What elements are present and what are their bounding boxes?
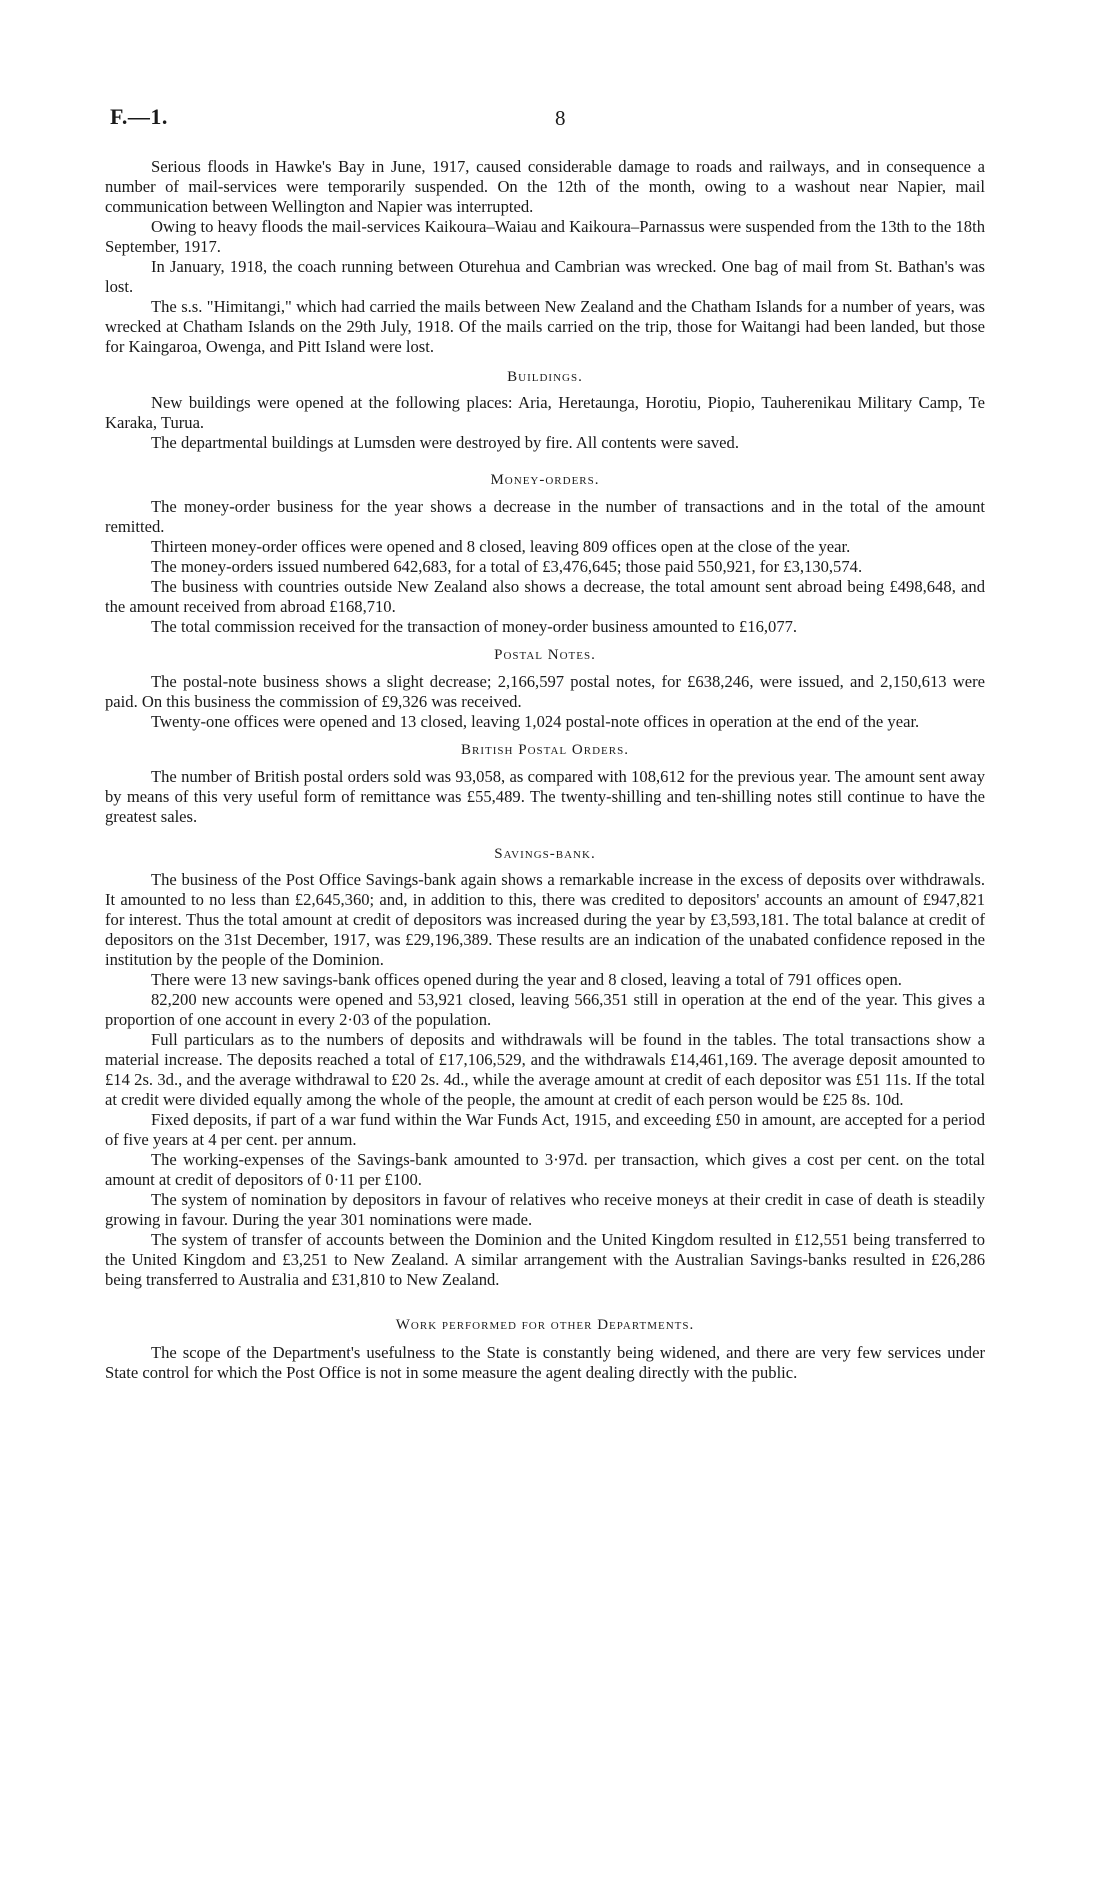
- section-buildings: [105, 367, 985, 453]
- section-mail-disruptions: [105, 157, 985, 357]
- paragraph: The scope of the Department's usefulness to the State is constantly being widened, and there are very few services under State control for which the Post Office is not in some measure the agent dealing directly with the public.: [105, 1343, 985, 1382]
- section-postal-notes: [105, 645, 985, 732]
- paragraph: Thirteen money-order offices were opened and 8 closed, leaving 809 offices open at the close of the year.: [151, 537, 851, 556]
- paragraph: The money-orders issued numbered 642,683, for a total of £3,476,645; those paid 550,921, for £3,130,574.: [151, 557, 863, 576]
- paragraph: The working-expenses of the Savings-bank amounted to 3·97d. per transaction, which gives a cost per cent. on the total amount at credit of depositors of 0·11 per £100.: [105, 1150, 985, 1189]
- document-body: [105, 157, 985, 1383]
- section-savings-bank: [105, 844, 985, 1290]
- paragraph: Twenty-one offices were opened and 13 closed, leaving 1,024 postal-note offices in operation at the end of the year.: [151, 712, 920, 731]
- paragraph: The system of transfer of accounts between the Dominion and the United Kingdom resulted in £12,551 being transferred to the United Kingdom and £3,251 to New Zealand. A similar arrangement with the Australian Savings-banks resulted in £26,286 being transferred to Australia and £31,810 to New Zealand.: [105, 1230, 985, 1289]
- paragraph: Serious floods in Hawke's Bay in June, 1917, caused considerable damage to roads and railways, and in consequence a number of mail-services were temporarily suspended. On the 12th of the month, owing to a washout near Napier, mail communication between Wellington and Napier was interrupted.: [105, 157, 985, 216]
- paragraph: The business with countries outside New Zealand also shows a decrease, the total amount sent abroad being £498,648, and the amount received from abroad £168,710.: [105, 577, 985, 616]
- section-heading: Savings-bank.: [494, 846, 596, 862]
- document-reference: F.—1.: [110, 104, 168, 129]
- section-british-postal-orders: [105, 740, 985, 827]
- paragraph: The departmental buildings at Lumsden were destroyed by fire. All contents were saved.: [151, 433, 739, 452]
- paragraph: The total commission received for the transaction of money-order business amounted to £16,077.: [151, 617, 798, 636]
- section-heading: Buildings.: [507, 369, 583, 385]
- paragraph: In January, 1918, the coach running between Oturehua and Cambrian was wrecked. One bag of mail from St. Bathan's was lost.: [105, 257, 985, 296]
- paragraph: Fixed deposits, if part of a war fund within the War Funds Act, 1915, and exceeding £50 in amount, are accepted for a period of five years at 4 per cent. per annum.: [105, 1110, 985, 1149]
- paragraph: The money-order business for the year shows a decrease in the number of transactions and in the total of the amount remitted.: [105, 497, 985, 536]
- section-work-other-departments: [105, 1315, 985, 1383]
- page-number: 8: [555, 106, 566, 130]
- paragraph: 82,200 new accounts were opened and 53,921 closed, leaving 566,351 still in operation at the end of the year. This gives a proportion of one account in every 2·03 of the population.: [105, 990, 985, 1029]
- paragraph: Full particulars as to the numbers of deposits and withdrawals will be found in the tables. The total transactions show a material increase. The deposits reached a total of £17,106,529, and the withdrawals £14,461,169. The average deposit amounted to £14 2s. 3d., and the average withdrawal to £20 2s. 4d., while the average amount at credit of each depositor was £51 11s. If the total at credit were divided equally among the whole of the people, the amount at credit of each person would be £25 8s. 10d.: [105, 1030, 985, 1109]
- section-heading: British Postal Orders.: [461, 742, 629, 758]
- section-heading: Postal Notes.: [494, 647, 596, 663]
- section-heading: Money-orders.: [490, 472, 600, 488]
- section-heading: Work performed for other Departments.: [395, 1317, 695, 1333]
- paragraph: Owing to heavy floods the mail-services Kaikoura–Waiau and Kaikoura–Parnassus were suspended from the 13th to the 18th September, 1917.: [105, 217, 985, 256]
- page-header: [110, 104, 990, 134]
- paragraph: The postal-note business shows a slight decrease; 2,166,597 postal notes, for £638,246, were issued, and 2,150,613 were paid. On this business the commission of £9,326 was received.: [105, 672, 985, 711]
- paragraph: There were 13 new savings-bank offices opened during the year and 8 closed, leaving a total of 791 offices open.: [151, 970, 902, 989]
- paragraph: The number of British postal orders sold was 93,058, as compared with 108,612 for the previous year. The amount sent away by means of this very useful form of remittance was £55,489. The twenty-shilling and ten-shilling notes still continue to have the greatest sales.: [105, 767, 985, 826]
- paragraph: The system of nomination by depositors in favour of relatives who receive moneys at their credit in case of death is steadily growing in favour. During the year 301 nominations were made.: [105, 1190, 985, 1229]
- paragraph: The s.s. "Himitangi," which had carried the mails between New Zealand and the Chatham Islands for a number of years, was wrecked at Chatham Islands on the 29th July, 1918. Of the mails carried on the trip, those for Waitangi had been landed, but those for Kaingaroa, Owenga, and Pitt Island were lost.: [105, 297, 985, 356]
- paragraph: New buildings were opened at the following places: Aria, Heretaunga, Horotiu, Piopio, Tauherenikau Military Camp, Te Karaka, Turua.: [105, 393, 985, 432]
- paragraph: The business of the Post Office Savings-bank again shows a remarkable increase in the excess of deposits over withdrawals. It amounted to no less than £2,645,360; and, in addition to this, there was credited to depositors' accounts an amount of £947,821 for interest. Thus the total amount at credit of depositors was increased during the year by £3,593,181. The total balance at credit of depositors on the 31st December, 1917, was £29,196,389. These results are an indication of the unabated confidence reposed in the institution by the people of the Dominion.: [105, 870, 985, 969]
- section-money-orders: [105, 470, 985, 637]
